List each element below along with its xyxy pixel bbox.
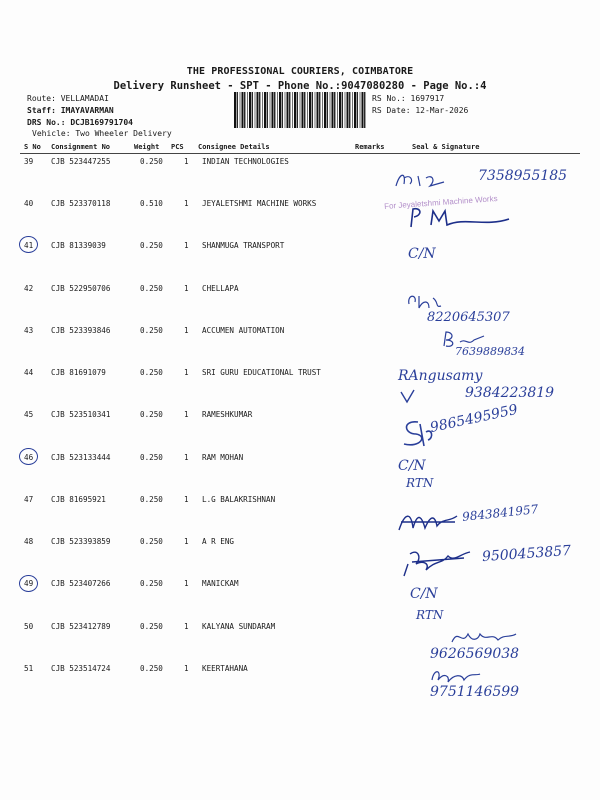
row-pcs: 1 bbox=[184, 326, 189, 335]
phone-44: 9384223819 bbox=[465, 385, 555, 401]
phone-48: 9500453857 bbox=[481, 542, 572, 566]
row-sno: 47 bbox=[24, 495, 34, 504]
barcode-bar bbox=[362, 92, 364, 128]
phone-47: 9843841957 bbox=[461, 502, 539, 524]
barcode-bar bbox=[360, 92, 361, 128]
rs-date: RS Date: 12-Mar-2026 bbox=[372, 106, 469, 115]
barcode-bar bbox=[312, 92, 313, 128]
phone-39: 7358955185 bbox=[478, 168, 568, 184]
row-consignee: CHELLAPA bbox=[202, 284, 239, 293]
barcode-bar bbox=[332, 92, 334, 128]
barcode-bar bbox=[267, 92, 268, 128]
row-consignee: SRI GURU EDUCATIONAL TRUST bbox=[202, 368, 321, 377]
col-pcs: PCS bbox=[171, 143, 184, 151]
signature-50 bbox=[448, 626, 520, 648]
row-consignee: ACCUMEN AUTOMATION bbox=[202, 326, 285, 335]
note-46a: C/N bbox=[398, 458, 426, 474]
barcode-bar bbox=[292, 92, 293, 128]
barcode-bar bbox=[279, 92, 281, 128]
barcode-bar bbox=[300, 92, 301, 128]
barcode-bar bbox=[274, 92, 275, 128]
barcode-bar bbox=[264, 92, 266, 128]
barcode-bar bbox=[259, 92, 260, 128]
col-remarks: Remarks bbox=[355, 143, 385, 151]
col-sno: S No bbox=[24, 143, 41, 151]
name-44: RAngusamy bbox=[398, 368, 483, 384]
row-sno: 48 bbox=[24, 537, 34, 546]
row-sno: 40 bbox=[24, 199, 34, 208]
row-consignment: CJB 523407266 bbox=[51, 579, 111, 588]
signature-48 bbox=[398, 546, 476, 580]
row-sno: 49 bbox=[24, 579, 34, 588]
row-consignment: CJB 523447255 bbox=[51, 157, 111, 166]
barcode-bar bbox=[345, 92, 346, 128]
barcode-bar bbox=[277, 92, 278, 128]
row-pcs: 1 bbox=[184, 284, 189, 293]
row-sno: 43 bbox=[24, 326, 34, 335]
signature-47 bbox=[395, 508, 461, 534]
tick-44 bbox=[398, 388, 418, 406]
row-consignment: CJB 523514724 bbox=[51, 664, 111, 673]
barcode-bar bbox=[352, 92, 353, 128]
row-consignee: MANICKAM bbox=[202, 579, 239, 588]
phone-43b: 7639889834 bbox=[455, 345, 525, 358]
barcode-bar bbox=[364, 92, 365, 128]
row-consignee: KEERTAHANA bbox=[202, 664, 248, 673]
header-rule bbox=[20, 153, 580, 154]
row-consignment: CJB 522950706 bbox=[51, 284, 111, 293]
barcode-bar bbox=[330, 92, 331, 128]
row-weight: 0.250 bbox=[140, 579, 163, 588]
row-sno: 45 bbox=[24, 410, 34, 419]
row-consignee: L.G BALAKRISHNAN bbox=[202, 495, 276, 504]
row-weight: 0.250 bbox=[140, 537, 163, 546]
barcode-bar bbox=[282, 92, 283, 128]
barcode-bar bbox=[317, 92, 319, 128]
row-weight: 0.250 bbox=[140, 453, 163, 462]
row-sno: 41 bbox=[24, 241, 34, 250]
phone-51: 9751146599 bbox=[430, 684, 520, 700]
barcode-bar bbox=[247, 92, 248, 128]
col-weight: Weight bbox=[134, 143, 160, 151]
row-consignee: RAMESHKUMAR bbox=[202, 410, 253, 419]
barcode-bar bbox=[289, 92, 290, 128]
barcode-bar bbox=[337, 92, 338, 128]
vehicle-text: Vehicle: Two Wheeler Delivery bbox=[32, 129, 172, 138]
row-pcs: 1 bbox=[184, 241, 189, 250]
row-weight: 0.250 bbox=[140, 157, 163, 166]
barcode-bar bbox=[240, 92, 241, 128]
barcode-image bbox=[234, 92, 368, 128]
row-sno: 46 bbox=[24, 453, 34, 462]
row-weight: 0.250 bbox=[140, 241, 163, 250]
row-pcs: 1 bbox=[184, 157, 189, 166]
note-49b: RTN bbox=[416, 608, 444, 622]
barcode-bar bbox=[349, 92, 350, 128]
barcode-bar bbox=[294, 92, 296, 128]
signature-40 bbox=[405, 205, 515, 231]
staff-text: Staff: IMAYAVARMAN bbox=[27, 106, 114, 115]
row-pcs: 1 bbox=[184, 453, 189, 462]
barcode-bar bbox=[270, 92, 271, 128]
row-consignment: CJB 523393859 bbox=[51, 537, 111, 546]
barcode-bar bbox=[302, 92, 304, 128]
signature-51 bbox=[428, 666, 484, 686]
barcode-bar bbox=[272, 92, 274, 128]
row-consignee: INDIAN TECHNOLOGIES bbox=[202, 157, 289, 166]
signature-39 bbox=[392, 168, 472, 192]
row-consignment: CJB 523393846 bbox=[51, 326, 111, 335]
col-consignee: Consignee Details bbox=[198, 143, 270, 151]
row-weight: 0.250 bbox=[140, 368, 163, 377]
rs-number: RS No.: 1697917 bbox=[372, 94, 445, 103]
note-49a: C/N bbox=[410, 586, 438, 602]
phone-45: 9865495959 bbox=[428, 401, 520, 436]
table-row bbox=[0, 579, 600, 621]
phone-50: 9626569038 bbox=[430, 646, 520, 662]
row-consignment: CJB 523133444 bbox=[51, 453, 111, 462]
row-consignee: SHANMUGA TRANSPORT bbox=[202, 241, 285, 250]
row-pcs: 1 bbox=[184, 664, 189, 673]
barcode-bar bbox=[357, 92, 358, 128]
row-sno: 50 bbox=[24, 622, 34, 631]
phone-43a: 8220645307 bbox=[427, 310, 510, 325]
row-consignment: CJB 523412789 bbox=[51, 622, 111, 631]
row-weight: 0.250 bbox=[140, 664, 163, 673]
barcode-bar bbox=[304, 92, 305, 128]
barcode-bar bbox=[287, 92, 289, 128]
barcode-bar bbox=[339, 92, 341, 128]
barcode-bar bbox=[322, 92, 323, 128]
barcode-bar bbox=[237, 92, 238, 128]
row-pcs: 1 bbox=[184, 368, 189, 377]
circle-mark bbox=[19, 575, 38, 592]
barcode-bar bbox=[347, 92, 349, 128]
barcode-bar bbox=[354, 92, 356, 128]
barcode-bar bbox=[234, 92, 236, 128]
table-row bbox=[0, 453, 600, 495]
row-pcs: 1 bbox=[184, 579, 189, 588]
table-row bbox=[0, 241, 600, 283]
row-sno: 42 bbox=[24, 284, 34, 293]
barcode-bar bbox=[315, 92, 316, 128]
row-weight: 0.250 bbox=[140, 284, 163, 293]
note-46b: RTN bbox=[406, 476, 434, 490]
row-sno: 39 bbox=[24, 157, 34, 166]
row-consignee: KALYANA SUNDARAM bbox=[202, 622, 276, 631]
row-consignee: A R ENG bbox=[202, 537, 235, 546]
note-41: C/N bbox=[408, 246, 436, 262]
col-seal: Seal & Signature bbox=[412, 143, 480, 151]
row-weight: 0.510 bbox=[140, 199, 163, 208]
barcode-bar bbox=[324, 92, 326, 128]
row-consignee: RAM MOHAN bbox=[202, 453, 244, 462]
signature-43 bbox=[405, 290, 445, 312]
barcode-bar bbox=[262, 92, 263, 128]
row-consignment: CJB 81339039 bbox=[51, 241, 106, 250]
barcode-bar bbox=[257, 92, 259, 128]
barcode-bar bbox=[255, 92, 256, 128]
barcode-bar bbox=[334, 92, 335, 128]
barcode-bar bbox=[285, 92, 286, 128]
row-consignment: CJB 81695921 bbox=[51, 495, 106, 504]
barcode-bar bbox=[327, 92, 328, 128]
row-weight: 0.250 bbox=[140, 622, 163, 631]
runsheet-subtitle: Delivery Runsheet - SPT - Phone No.:9047080280 - Page No.:4 bbox=[113, 80, 487, 92]
drs-number: DRS No.: DCJB169791704 bbox=[27, 118, 133, 127]
company-stamp-40: For Jeyaletshmi Machine Works bbox=[383, 194, 498, 211]
row-pcs: 1 bbox=[184, 622, 189, 631]
barcode-bar bbox=[297, 92, 298, 128]
barcode-bar bbox=[252, 92, 253, 128]
row-pcs: 1 bbox=[184, 410, 189, 419]
route-text: Route: VELLAMADAI bbox=[27, 94, 109, 103]
barcode-bar bbox=[307, 92, 308, 128]
circle-mark bbox=[19, 236, 38, 253]
table-row bbox=[0, 284, 600, 326]
row-weight: 0.250 bbox=[140, 326, 163, 335]
row-weight: 0.250 bbox=[140, 495, 163, 504]
row-consignment: CJB 81691079 bbox=[51, 368, 106, 377]
barcode-bar bbox=[309, 92, 311, 128]
row-pcs: 1 bbox=[184, 537, 189, 546]
barcode-bar bbox=[242, 92, 244, 128]
row-sno: 44 bbox=[24, 368, 34, 377]
company-title: THE PROFESSIONAL COURIERS, COIMBATORE bbox=[186, 66, 414, 77]
row-consignment: CJB 523370118 bbox=[51, 199, 111, 208]
row-weight: 0.250 bbox=[140, 410, 163, 419]
row-sno: 51 bbox=[24, 664, 34, 673]
col-consignment: Consignment No bbox=[51, 143, 111, 151]
barcode-bar bbox=[249, 92, 251, 128]
row-pcs: 1 bbox=[184, 495, 189, 504]
barcode-bar bbox=[319, 92, 320, 128]
row-consignment: CJB 523510341 bbox=[51, 410, 111, 419]
row-consignee: JEYALETSHMI MACHINE WORKS bbox=[202, 199, 317, 208]
circle-mark bbox=[19, 448, 38, 465]
row-pcs: 1 bbox=[184, 199, 189, 208]
barcode-bar bbox=[244, 92, 245, 128]
barcode-bar bbox=[342, 92, 343, 128]
